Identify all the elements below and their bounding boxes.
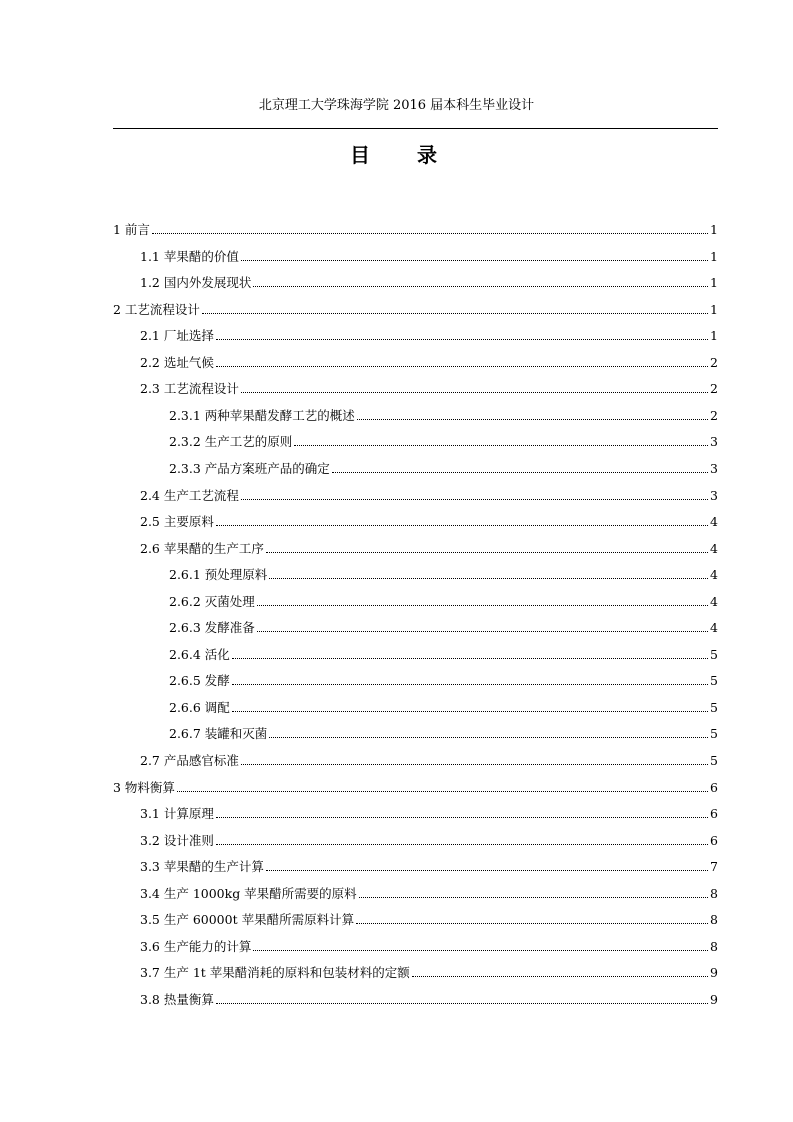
toc-entry[interactable] <box>113 514 718 530</box>
toc-entry-label: 2.1 厂址选择 <box>140 328 214 343</box>
toc-entry-label: 3.6 生产能力的计算 <box>140 939 252 954</box>
toc-entry-page-number: 4 <box>710 541 718 556</box>
toc-leader-dots <box>241 499 708 500</box>
toc-entry[interactable] <box>113 434 718 450</box>
toc-entry-label: 2.3 工艺流程设计 <box>140 381 239 396</box>
toc-leader-dots <box>412 976 708 977</box>
toc-entry-label: 3.1 计算原理 <box>140 806 214 821</box>
toc-entry-label: 2.7 产品感官标准 <box>140 753 239 768</box>
toc-entry-page-number: 7 <box>710 859 718 874</box>
toc-entry[interactable] <box>113 461 718 477</box>
toc-entry-label: 2.6.4 活化 <box>169 647 230 662</box>
toc-entry[interactable] <box>113 594 718 610</box>
toc-entry-page-number: 1 <box>710 328 718 343</box>
toc-entry[interactable] <box>113 275 718 291</box>
toc-entry-label: 1.1 苹果醋的价值 <box>140 249 239 264</box>
toc-leader-dots <box>266 552 708 553</box>
toc-entry-page-number: 3 <box>710 434 718 449</box>
toc-leader-dots <box>216 339 708 340</box>
toc-entry-page-number: 5 <box>710 647 718 662</box>
toc-entry-page-number: 2 <box>710 408 718 423</box>
toc-leader-dots <box>269 578 708 579</box>
toc-leader-dots <box>269 737 708 738</box>
toc-leader-dots <box>232 658 708 659</box>
toc-entry[interactable] <box>113 992 718 1008</box>
toc-entry[interactable] <box>113 886 718 902</box>
toc-entry-page-number: 6 <box>710 806 718 821</box>
toc-entry-page-number: 4 <box>710 594 718 609</box>
toc-entry[interactable] <box>113 647 718 663</box>
toc-leader-dots <box>202 313 708 314</box>
toc-leader-dots <box>177 791 708 792</box>
toc-leader-dots <box>216 1003 708 1004</box>
page-header: 北京理工大学珠海学院 2016 届本科生毕业设计 <box>258 98 535 113</box>
toc-entry[interactable] <box>113 780 718 796</box>
toc-entry-label: 2.6.2 灭菌处理 <box>169 594 255 609</box>
toc-entry[interactable] <box>113 222 718 238</box>
toc-leader-dots <box>152 233 708 234</box>
toc-entry-label: 1.2 国内外发展现状 <box>140 275 252 290</box>
toc-entry[interactable] <box>113 673 718 689</box>
toc-leader-dots <box>257 631 708 632</box>
toc-entry-label: 3.5 生产 60000t 苹果醋所需原料计算 <box>140 912 355 927</box>
toc-entry-page-number: 9 <box>710 992 718 1007</box>
toc-entry-label: 2.5 主要原料 <box>140 514 214 529</box>
toc-entry[interactable] <box>113 912 718 928</box>
toc-leader-dots <box>356 923 708 924</box>
toc-entry-page-number: 9 <box>710 965 718 980</box>
toc-entry-label: 2.3.3 产品方案班产品的确定 <box>169 461 330 476</box>
toc-entry-page-number: 5 <box>710 753 718 768</box>
toc-entry[interactable] <box>113 753 718 769</box>
toc-leader-dots <box>232 711 708 712</box>
toc-entry-page-number: 2 <box>710 381 718 396</box>
toc-entry[interactable] <box>113 567 718 583</box>
toc-entry-page-number: 3 <box>710 488 718 503</box>
toc-entry-page-number: 1 <box>710 275 718 290</box>
toc-entry-page-number: 5 <box>710 673 718 688</box>
toc-entry[interactable] <box>113 620 718 636</box>
toc-entry[interactable] <box>113 726 718 742</box>
toc-leader-dots <box>332 472 708 473</box>
toc-entry-page-number: 5 <box>710 726 718 741</box>
toc-entry-label: 2.6.1 预处理原料 <box>169 567 268 582</box>
toc-entry-label: 2.2 选址气候 <box>140 355 214 370</box>
toc-entry-label: 1 前言 <box>113 222 150 237</box>
toc-leader-dots <box>266 870 708 871</box>
toc-entry[interactable] <box>113 541 718 557</box>
toc-leader-dots <box>241 392 708 393</box>
toc-title: 目 录 <box>350 143 457 167</box>
toc-leader-dots <box>253 950 708 951</box>
toc-entry[interactable] <box>113 859 718 875</box>
toc-entry-label: 2.6.6 调配 <box>169 700 230 715</box>
toc-entry-label: 2.6 苹果醋的生产工序 <box>140 541 264 556</box>
toc-entry[interactable] <box>113 806 718 822</box>
toc-leader-dots <box>241 260 708 261</box>
toc-entry-page-number: 1 <box>710 249 718 264</box>
toc-entry-page-number: 6 <box>710 780 718 795</box>
toc-entry-page-number: 2 <box>710 355 718 370</box>
toc-leader-dots <box>257 605 708 606</box>
toc-entry-label: 2.4 生产工艺流程 <box>140 488 239 503</box>
toc-entry[interactable] <box>113 249 718 265</box>
toc-entry-label: 3 物料衡算 <box>113 780 175 795</box>
toc-entry[interactable] <box>113 939 718 955</box>
toc-entry[interactable] <box>113 355 718 371</box>
toc-leader-dots <box>216 366 708 367</box>
toc-leader-dots <box>357 419 708 420</box>
toc-entry[interactable] <box>113 488 718 504</box>
toc-entry[interactable] <box>113 328 718 344</box>
toc-leader-dots <box>294 445 708 446</box>
toc-entry-label: 2.6.5 发酵 <box>169 673 230 688</box>
toc-entry-label: 2.3.2 生产工艺的原则 <box>169 434 293 449</box>
toc-entry-label: 3.3 苹果醋的生产计算 <box>140 859 264 874</box>
toc-entry-label: 2.6.7 装罐和灭菌 <box>169 726 268 741</box>
toc-entry-page-number: 8 <box>710 939 718 954</box>
toc-leader-dots <box>359 897 708 898</box>
toc-leader-dots <box>241 764 708 765</box>
toc-entry[interactable] <box>113 965 718 981</box>
toc-entry-page-number: 4 <box>710 620 718 635</box>
toc-entry[interactable] <box>113 833 718 849</box>
toc-entry-label: 3.4 生产 1000kg 苹果醋所需要的原料 <box>140 886 357 901</box>
toc-leader-dots <box>216 817 708 818</box>
toc-leader-dots <box>216 844 708 845</box>
toc-entry-page-number: 5 <box>710 700 718 715</box>
toc-entry-page-number: 6 <box>710 833 718 848</box>
toc-entry-label: 3.7 生产 1t 苹果醋消耗的原料和包装材料的定额 <box>140 965 410 980</box>
toc-entry-label: 3.2 设计准则 <box>140 833 214 848</box>
toc-entry-page-number: 8 <box>710 886 718 901</box>
toc-entry-page-number: 4 <box>710 514 718 529</box>
toc-entry-page-number: 8 <box>710 912 718 927</box>
header-divider <box>113 128 718 129</box>
toc-entry-label: 3.8 热量衡算 <box>140 992 214 1007</box>
toc-entry-page-number: 3 <box>710 461 718 476</box>
toc-entry[interactable] <box>113 700 718 716</box>
toc-leader-dots <box>253 286 708 287</box>
toc-entry-page-number: 1 <box>710 222 718 237</box>
toc-entry[interactable] <box>113 381 718 397</box>
toc-entry-page-number: 1 <box>710 302 718 317</box>
toc-entry-page-number: 4 <box>710 567 718 582</box>
toc-entry-label: 2.6.3 发酵准备 <box>169 620 255 635</box>
toc-entry[interactable] <box>113 302 718 318</box>
toc-leader-dots <box>216 525 708 526</box>
toc-entry[interactable] <box>113 408 718 424</box>
toc-entry-label: 2 工艺流程设计 <box>113 302 200 317</box>
toc-leader-dots <box>232 684 708 685</box>
toc-entry-label: 2.3.1 两种苹果醋发酵工艺的概述 <box>169 408 355 423</box>
